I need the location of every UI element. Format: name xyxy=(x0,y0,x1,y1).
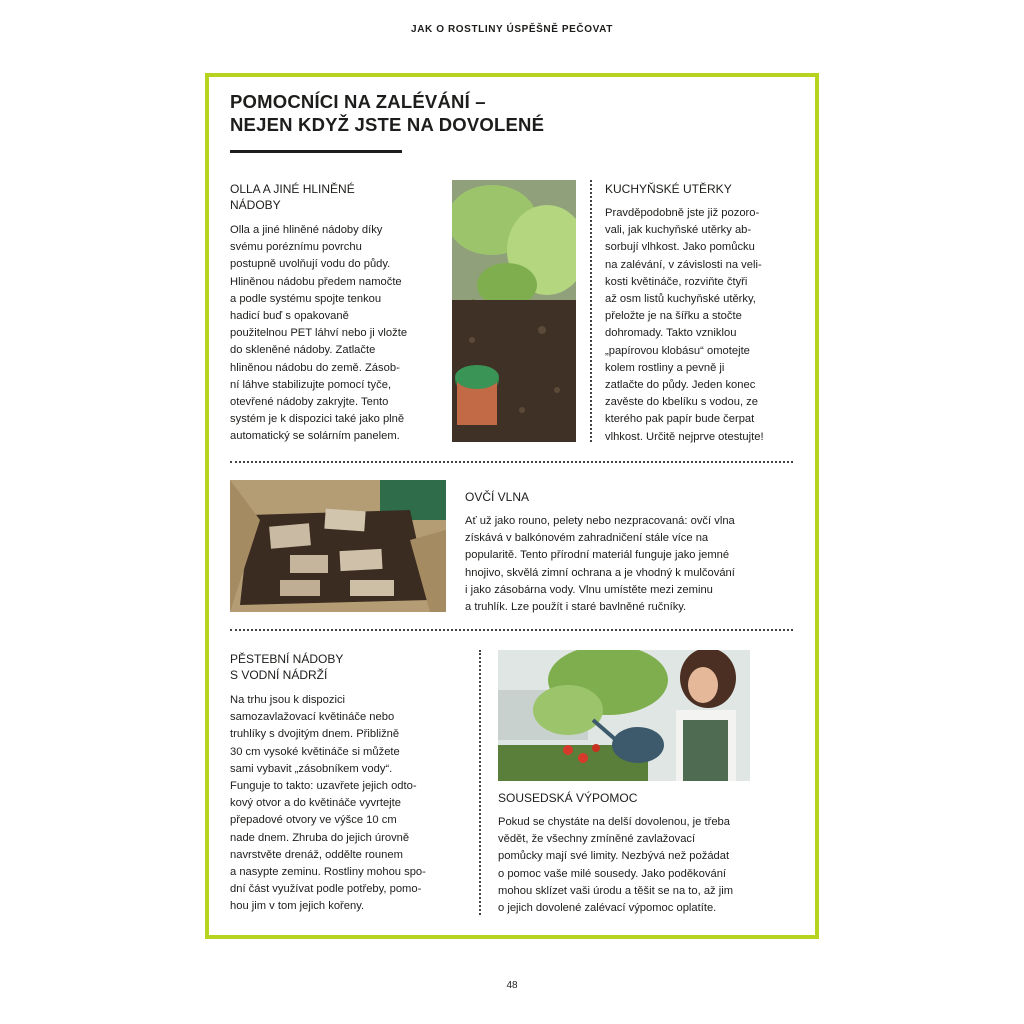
towels-text-line: zavěste do kbelíku s vodou, ze xyxy=(605,396,758,409)
wool-text-line: hnojivo, skvělá zimní ochrana a je vhodný k mulčování xyxy=(465,566,735,579)
wool-photo xyxy=(230,480,446,612)
reservoir-text-line: Funguje to takto: uzavřete jejich odto- xyxy=(230,780,417,793)
neighbors-text-line: mohou sklízet vaši úrodu a těšit se na to, až jim xyxy=(498,884,734,897)
reservoir-text-line: truhlíky s dvojitým dnem. Přibližně xyxy=(230,728,400,741)
reservoir-heading xyxy=(230,651,343,683)
wool-text-line: popularitě. Tento přírodní materiál funguje jako jemné xyxy=(465,549,730,562)
neighbors-paragraph xyxy=(498,814,733,917)
wool-paragraph xyxy=(465,513,735,616)
olla-text-line: použitelnou PET láhví nebo ji vložte xyxy=(230,327,408,340)
running-header: JAK O ROSTLINY ÚSPĚŠNĚ PEČOVAT xyxy=(411,24,613,35)
olla-text-line: automatický se solárním panelem. xyxy=(230,430,400,443)
column-separator xyxy=(590,180,592,442)
towels-heading-line: KUCHYŇSKÉ UTĚRKY xyxy=(605,182,732,196)
reservoir-text-line: kový otvor a do květináče vyvrtejte xyxy=(230,797,401,810)
olla-text-line: systém je k dispozici také jako plně xyxy=(230,413,405,426)
reservoir-heading-line: S VODNÍ NÁDRŽÍ xyxy=(230,668,328,682)
olla-heading-line: OLLA A JINÉ HLINĚNÉ xyxy=(230,182,355,196)
reservoir-paragraph xyxy=(230,692,426,916)
towels-text-line: přeložte je na šířku a stočte xyxy=(605,310,742,323)
reservoir-text-line: 30 cm vysoké květináče si můžete xyxy=(230,745,400,758)
section-separator xyxy=(230,461,793,463)
box-title-line: NEJEN KDYŽ JSTE NA DOVOLENÉ xyxy=(230,114,545,135)
towels-text-line: vlhkost. Určitě nejprve otestujte! xyxy=(605,430,764,443)
olla-text-line: postupně uvolňují vodu do půdy. xyxy=(230,258,391,271)
towels-text-line: na zalévání, v závislosti na veli- xyxy=(605,258,762,271)
reservoir-heading-line: PĚSTEBNÍ NÁDOBY xyxy=(230,652,344,666)
olla-text-line: do skleněné nádoby. Zatlačte xyxy=(230,344,376,357)
neighbors-heading xyxy=(498,790,637,806)
olla-text-line: hliněnou nádobu do země. Zásob- xyxy=(230,361,400,374)
wool-text-line: a truhlík. Lze použít i staré bavlněné ručníky. xyxy=(465,601,687,614)
towels-text-line: zatlačte do půdy. Jeden konec xyxy=(605,379,756,392)
olla-photo xyxy=(452,180,576,442)
wool-heading-line: OVČÍ VLNA xyxy=(465,490,530,504)
neighbors-text-line: o pomoc vaše milé sousedy. Jako poděkování xyxy=(498,867,727,880)
olla-heading-line: NÁDOBY xyxy=(230,198,281,212)
reservoir-text-line: nade dnem. Zhruba do jejich úrovně xyxy=(230,831,410,844)
reservoir-text-line: a nasypte zeminu. Rostliny mohou spo- xyxy=(230,866,426,879)
wool-text-line: Ať už jako rouno, pelety nebo nezpracovaná: ovčí vlna xyxy=(465,515,735,527)
towels-text-line: kterého pak papír bude čerpat xyxy=(605,413,755,426)
towels-text-line: kolem rostliny a pevně ji xyxy=(605,361,725,374)
neighbors-photo xyxy=(498,650,750,781)
box-title xyxy=(230,90,544,136)
neighbors-heading-line: SOUSEDSKÁ VÝPOMOC xyxy=(498,791,638,805)
column-separator xyxy=(479,650,481,915)
wool-text-line: i jako zásobárna vody. Vlnu umístěte mezi zeminu xyxy=(465,583,713,596)
towels-text-line: Pravděpodobně jste již pozoro- xyxy=(605,207,760,219)
reservoir-text-line: samozavlažovací květináče nebo xyxy=(230,711,395,724)
wool-heading xyxy=(465,489,529,505)
reservoir-text-line: sami vybavit „zásobníkem vody“. xyxy=(230,762,393,775)
towels-text-line: sorbují vlhkost. Jako pomůcku xyxy=(605,241,755,254)
towels-text-line: dohromady. Takto vzniklou xyxy=(605,327,737,340)
towels-heading xyxy=(605,181,732,197)
olla-text-line: Olla a jiné hliněné nádoby díky xyxy=(230,224,383,236)
olla-text-line: ní láhve stabilizujte pomocí tyče, xyxy=(230,378,392,391)
towels-text-line: „papírovou klobásu“ omotejte xyxy=(605,344,750,357)
neighbors-text-line: vědět, že všechny zmíněné zavlažovací xyxy=(498,833,696,846)
reservoir-text-line: dní část využívat podle potřeby, pomo- xyxy=(230,883,422,896)
reservoir-text-line: hou jim v tom jejich kořeny. xyxy=(230,900,365,913)
reservoir-text-line: Na trhu jsou k dispozici xyxy=(230,694,346,706)
section-separator xyxy=(230,629,793,631)
towels-text-line: až osm listů kuchyňské utěrky, xyxy=(605,293,756,306)
olla-text-line: hadicí buď s opakovaně xyxy=(230,310,349,323)
towels-text-line: kosti květináče, rozviňte čtyři xyxy=(605,275,748,288)
reservoir-text-line: navrstvěte drenáž, oddělte rounem xyxy=(230,848,403,861)
title-underline xyxy=(230,150,402,153)
box-title-line: POMOCNÍCI NA ZALÉVÁNÍ – xyxy=(230,91,486,112)
neighbors-text-line: pomůcky mají své limity. Nezbývá než požádat xyxy=(498,850,730,863)
olla-paragraph xyxy=(230,222,407,446)
olla-text-line: svému poréznímu povrchu xyxy=(230,241,362,254)
olla-text-line: Hliněnou nádobu předem namočte xyxy=(230,275,402,288)
neighbors-text-line: o jejich dovolené zalévací výpomoc oplatíte. xyxy=(498,902,717,915)
olla-heading xyxy=(230,181,355,213)
olla-text-line: otevřené nádoby zakryjte. Tento xyxy=(230,396,389,409)
reservoir-text-line: přepadové otvory ve výšce 10 cm xyxy=(230,814,397,827)
towels-text-line: vali, jak kuchyňské utěrky ab- xyxy=(605,224,752,237)
page-number: 48 xyxy=(506,980,518,991)
wool-text-line: získává v balkónovém zahradničení stále více na xyxy=(465,532,709,545)
olla-text-line: a podle systému spojte tenkou xyxy=(230,292,382,305)
neighbors-text-line: Pokud se chystáte na delší dovolenou, je třeba xyxy=(498,816,730,828)
towels-paragraph xyxy=(605,205,764,446)
